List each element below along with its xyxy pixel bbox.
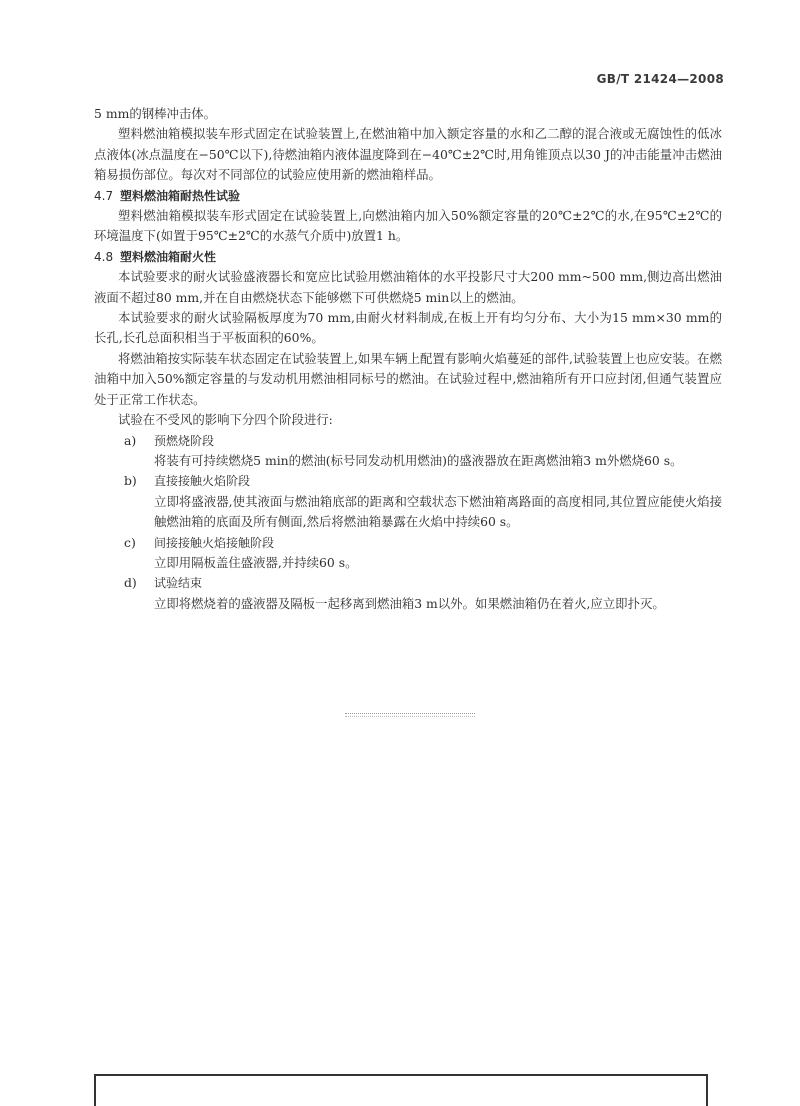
stage-label: b): [124, 473, 137, 489]
page-bottom-frame: [94, 1074, 708, 1106]
section-heading-4-8: [94, 247, 722, 267]
section-number: 4.7: [94, 188, 114, 203]
stage-c: [94, 533, 722, 574]
paragraph-heat-test: 塑料燃油箱模拟装车形式固定在试验装置上,向燃油箱内加入50%额定容量的20℃±2℃的水,在95℃±2℃的环境温度下(如置于95℃±2℃的水蒸气介质中)放置1 h。: [94, 208, 722, 244]
section-heading-4-7: [94, 186, 722, 206]
paragraph-fire-setup: 将燃油箱按实际装车状态固定在试验装置上,如果车辆上配置有影响火焰蔓延的部件,试验装置上也应安装。在燃油箱中加入50%额定容量的与发动机用燃油相同标号的燃油。在试验过程中,燃油箱所有开口应封闭,但通气装置应处于正常工作状态。: [94, 350, 722, 407]
paragraph-impact-test: 塑料燃油箱模拟装车形式固定在试验装置上,在燃油箱中加入额定容量的水和乙二醇的混合液或无腐蚀性的低冰点液体(冰点温度在−50℃以下),待燃油箱内液体温度降到在−40℃±2℃时,用角锥顶点以30 J的冲击能量冲击燃油箱易损伤部位。每次对不同部位的试验应使用新的燃油箱样品。: [94, 126, 722, 183]
standard-number: GB/T 21424—2008: [596, 72, 724, 86]
section-number: 4.8: [94, 249, 114, 264]
stage-description: 立即将燃烧着的盛液器及隔板一起移离到燃油箱3 m以外。如果燃油箱仍在着火,应立即扑灭。: [154, 595, 665, 611]
stage-b: [94, 471, 722, 532]
stage-label: d): [124, 575, 137, 591]
stage-label: c): [124, 534, 136, 550]
stage-description: 立即将盛液器,使其液面与燃油箱底部的距离和空载状态下燃油箱离路面的高度相同,其位置应能使火焰接触燃油箱的底面及所有侧面,然后将燃油箱暴露在火焰中持续60 s。: [154, 493, 722, 530]
paragraph-continued: 5 mm的钢棒冲击体。: [94, 106, 217, 121]
stage-title: 间接接触火焰接触阶段: [154, 535, 275, 550]
stage-description: 将装有可持续燃烧5 min的燃油(标号同发动机用燃油)的盛液器放在距离燃油箱3 m外燃烧60 s。: [154, 452, 683, 468]
document-body: [94, 104, 722, 614]
section-title: 塑料燃油箱耐火性: [120, 249, 217, 264]
paragraph-fire-screen: 本试验要求的耐火试验隔板厚度为70 mm,由耐火材料制成,在板上开有均匀分布、大小为15 mm×30 mm的长孔,长孔总面积相当于平板面积的60%。: [94, 310, 722, 346]
section-title: 塑料燃油箱耐热性试验: [120, 188, 241, 203]
end-divider: [345, 713, 475, 717]
stage-title: 直接接触火焰阶段: [154, 474, 251, 489]
paragraph-stages-intro: 试验在不受风的影响下分四个阶段进行:: [118, 412, 333, 428]
stage-title: 试验结束: [154, 576, 203, 591]
stage-a: [94, 431, 722, 472]
stage-title: 预燃烧阶段: [154, 433, 215, 448]
stage-label: a): [124, 432, 137, 448]
stage-d: [94, 573, 722, 614]
stage-description: 立即用隔板盖住盛液器,并持续60 s。: [154, 554, 358, 570]
paragraph-fire-container: 本试验要求的耐火试验盛液器长和宽应比试验用燃油箱体的水平投影尺寸大200 mm~500 mm,侧边高出燃油液面不超过80 mm,并在自由燃烧状态下能够燃下可供燃烧5 min以上的燃油。: [94, 269, 722, 305]
